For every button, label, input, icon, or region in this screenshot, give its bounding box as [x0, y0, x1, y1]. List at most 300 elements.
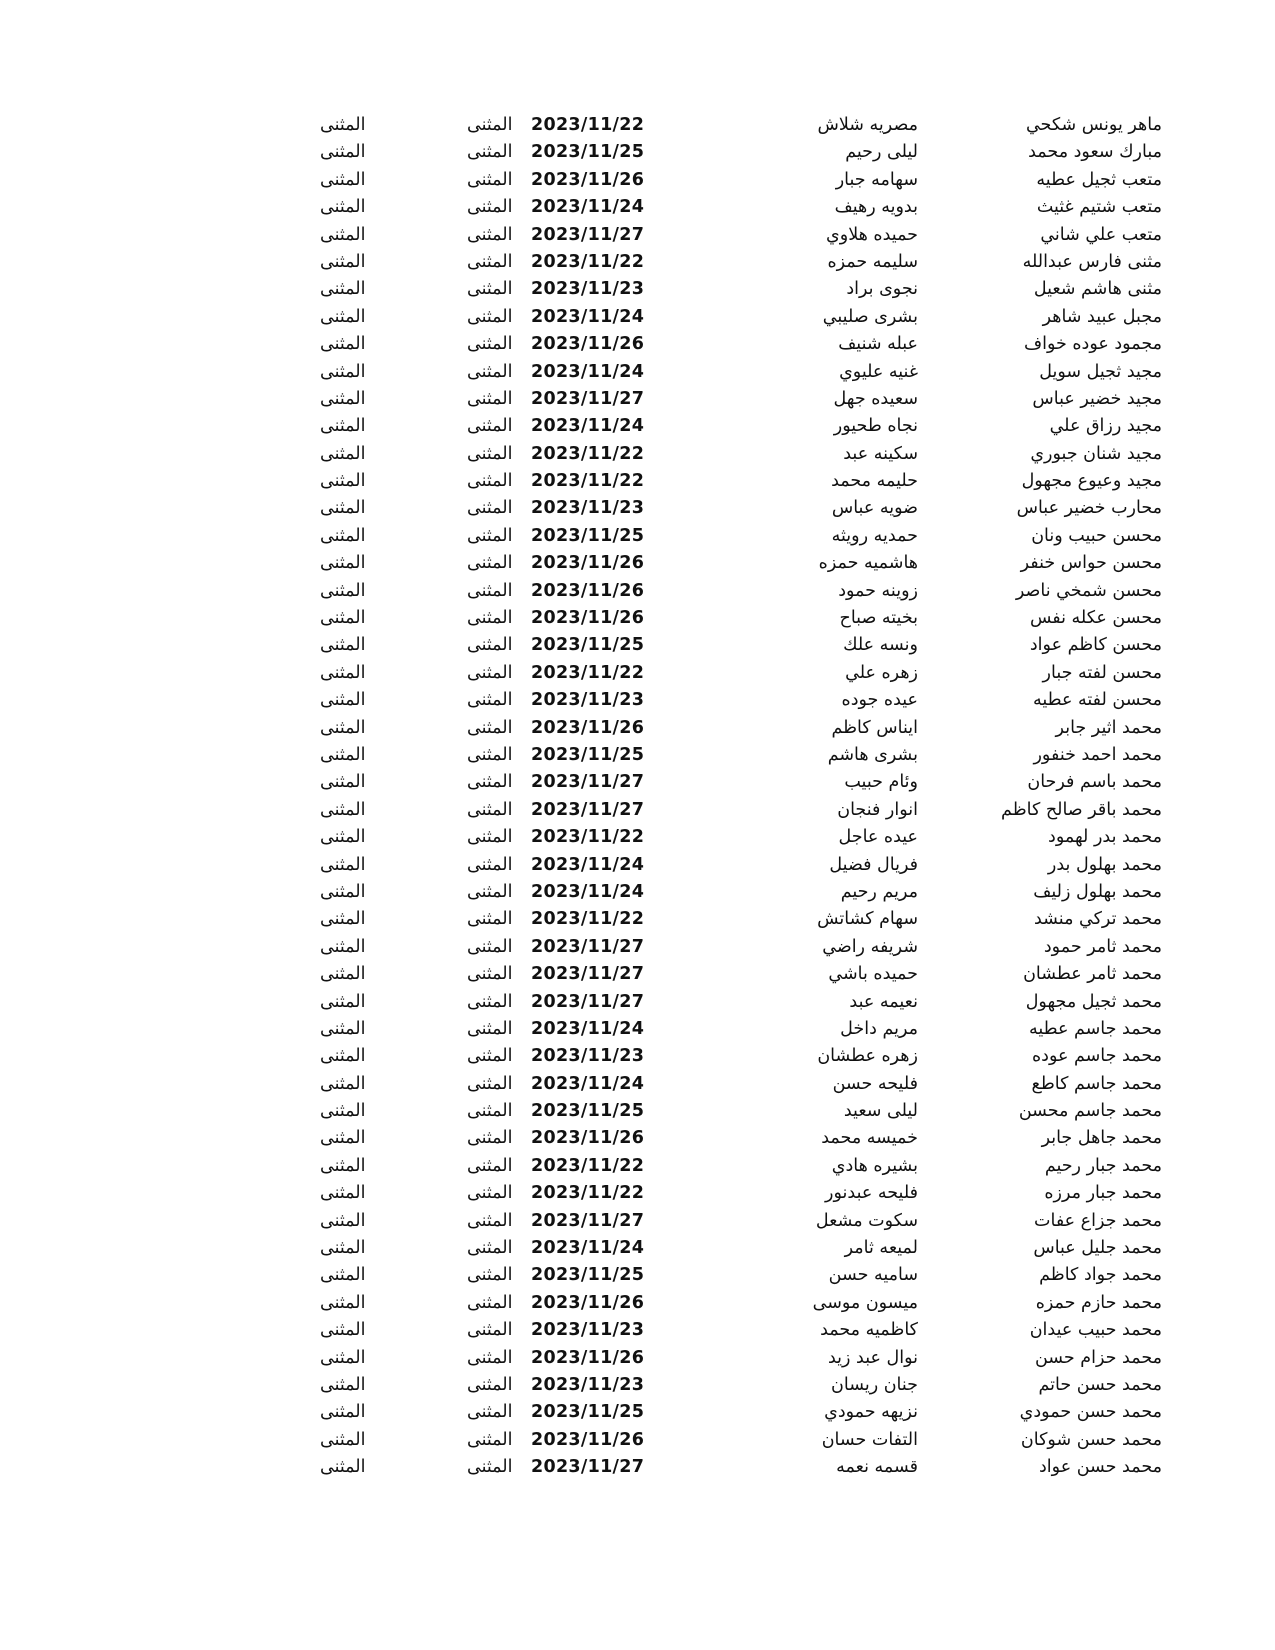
person-name: محسن شمخي ناصر: [1015, 580, 1162, 601]
province-cell: المثنى: [320, 1238, 366, 1259]
governorate-cell: المثنى: [467, 1347, 513, 1368]
province-cell: المثنى: [320, 1265, 366, 1286]
table-row: [0, 1399, 1275, 1426]
province-cell: المثنى: [320, 471, 366, 492]
province-cell: المثنى: [320, 1128, 366, 1149]
date-cell: 2023/11/23: [531, 690, 645, 711]
governorate-cell: المثنى: [467, 854, 513, 875]
date-cell: 2023/11/27: [531, 224, 645, 245]
table-row: [0, 222, 1275, 249]
mother-name: بخيته صباح: [839, 608, 918, 629]
table-row: [0, 331, 1275, 358]
mother-name: زوينه حمود: [838, 580, 918, 601]
mother-name: سهامه جبار: [835, 169, 918, 190]
governorate-cell: المثنى: [467, 662, 513, 683]
person-name: ماهر يونس شكحي: [1025, 115, 1162, 135]
governorate-cell: المثنى: [467, 388, 513, 409]
table-row: [0, 112, 1275, 139]
person-name: محمد باسم فرحان: [1027, 772, 1162, 793]
date-cell: 2023/11/22: [531, 662, 645, 683]
governorate-cell: المثنى: [467, 169, 513, 190]
governorate-cell: المثنى: [467, 717, 513, 738]
date-cell: 2023/11/22: [531, 251, 645, 272]
date-cell: 2023/11/25: [531, 1101, 645, 1122]
mother-name: كاظميه محمد: [820, 1320, 918, 1341]
table-row: [0, 824, 1275, 851]
date-cell: 2023/11/22: [531, 471, 645, 492]
province-cell: المثنى: [320, 1347, 366, 1368]
date-cell: 2023/11/27: [531, 964, 645, 985]
person-name: محمد حزام حسن: [1034, 1347, 1162, 1368]
person-name: مجمود عوده خواف: [1023, 334, 1162, 355]
governorate-cell: المثنى: [467, 279, 513, 300]
province-cell: المثنى: [320, 1183, 366, 1204]
province-cell: المثنى: [320, 251, 366, 272]
person-name: محمد جزاع عفات: [1034, 1210, 1162, 1231]
table-row: [0, 1125, 1275, 1152]
table-row: [0, 1454, 1275, 1481]
mother-name: بدويه رهيف: [834, 197, 918, 218]
mother-name: مصريه شلاش: [817, 115, 918, 135]
person-name: محمد اثير جابر: [1055, 717, 1162, 738]
province-cell: المثنى: [320, 553, 366, 574]
governorate-cell: المثنى: [467, 690, 513, 711]
mother-name: ضويه عباس: [831, 498, 918, 519]
person-name: مجيد شنان جبوري: [1030, 443, 1162, 464]
governorate-cell: المثنى: [467, 1183, 513, 1204]
person-name: محسن كاظم عواد: [1029, 635, 1162, 656]
table-row: [0, 605, 1275, 632]
mother-name: شريفه راضي: [822, 936, 918, 957]
person-name: مجيد ثجيل سويل: [1039, 361, 1162, 382]
mother-name: انوار فنجان: [837, 799, 918, 820]
governorate-cell: المثنى: [467, 991, 513, 1012]
province-cell: المثنى: [320, 279, 366, 300]
table-row: [0, 441, 1275, 468]
date-cell: 2023/11/22: [531, 909, 645, 930]
date-cell: 2023/11/23: [531, 498, 645, 519]
table-row: [0, 742, 1275, 769]
table-row: [0, 468, 1275, 495]
governorate-cell: المثنى: [467, 1210, 513, 1231]
governorate-cell: المثنى: [467, 471, 513, 492]
province-cell: المثنى: [320, 635, 366, 656]
date-cell: 2023/11/26: [531, 334, 645, 355]
mother-name: زهره عطشان: [817, 1046, 918, 1067]
date-cell: 2023/11/24: [531, 416, 645, 437]
mother-name: مريم رحيم: [840, 881, 918, 902]
governorate-cell: المثنى: [467, 525, 513, 546]
date-cell: 2023/11/22: [531, 115, 645, 135]
table-row: [0, 1262, 1275, 1289]
mother-name: بشرى هاشم: [827, 744, 918, 765]
date-cell: 2023/11/26: [531, 1292, 645, 1313]
governorate-cell: المثنى: [467, 251, 513, 272]
mother-name: حميده هلاوي: [826, 224, 918, 245]
mother-name: وئام حبيب: [844, 772, 918, 793]
date-cell: 2023/11/22: [531, 1183, 645, 1204]
person-name: محمد ثامر عطشان: [1023, 964, 1162, 985]
date-cell: 2023/11/22: [531, 1155, 645, 1176]
date-cell: 2023/11/26: [531, 553, 645, 574]
governorate-cell: المثنى: [467, 827, 513, 848]
mother-name: فليحه عبدنور: [825, 1183, 918, 1204]
province-cell: المثنى: [320, 1402, 366, 1423]
date-cell: 2023/11/24: [531, 1238, 645, 1259]
governorate-cell: المثنى: [467, 498, 513, 519]
table-row: [0, 1098, 1275, 1125]
mother-name: جنان ريسان: [831, 1374, 918, 1395]
table-row: [0, 139, 1275, 166]
mother-name: سليمه حمزه: [827, 251, 918, 272]
province-cell: المثنى: [320, 1457, 366, 1478]
person-name: محمد جاسم عوده: [1031, 1046, 1162, 1067]
governorate-cell: المثنى: [467, 964, 513, 985]
governorate-cell: المثنى: [467, 361, 513, 382]
table-row: [0, 1317, 1275, 1344]
mother-name: خميسه محمد: [821, 1128, 918, 1149]
governorate-cell: المثنى: [467, 1320, 513, 1341]
person-name: محسن عكله نفس: [1029, 608, 1162, 629]
province-cell: المثنى: [320, 1046, 366, 1067]
person-name: مثنى هاشم شعيل: [1033, 279, 1162, 300]
table-row: [0, 276, 1275, 303]
table-row: [0, 1372, 1275, 1399]
province-cell: المثنى: [320, 991, 366, 1012]
table-row: [0, 660, 1275, 687]
person-name: محمد تركي منشد: [1034, 909, 1162, 930]
table-row: [0, 1043, 1275, 1070]
date-cell: 2023/11/26: [531, 580, 645, 601]
province-cell: المثنى: [320, 909, 366, 930]
records-table: [0, 112, 1275, 1482]
province-cell: المثنى: [320, 827, 366, 848]
province-cell: المثنى: [320, 936, 366, 957]
mother-name: بشرى صليبي: [822, 306, 918, 327]
mother-name: عيده جوده: [841, 690, 918, 711]
person-name: محمد حسن حاتم: [1038, 1374, 1162, 1395]
person-name: محمد حسن حمودي: [1019, 1402, 1162, 1423]
province-cell: المثنى: [320, 1292, 366, 1313]
date-cell: 2023/11/27: [531, 936, 645, 957]
date-cell: 2023/11/22: [531, 827, 645, 848]
mother-name: غنيه عليوي: [839, 361, 918, 382]
person-name: مجبل عبيد شاهر: [1042, 306, 1162, 327]
person-name: محمد حبيب عيدان: [1029, 1320, 1162, 1341]
mother-name: ونسه علك: [843, 635, 918, 656]
person-name: محمد بهلول بدر: [1047, 854, 1162, 875]
province-cell: المثنى: [320, 197, 366, 218]
province-cell: المثنى: [320, 1210, 366, 1231]
date-cell: 2023/11/25: [531, 142, 645, 163]
province-cell: المثنى: [320, 1429, 366, 1450]
mother-name: مريم داخل: [840, 1018, 918, 1039]
governorate-cell: المثنى: [467, 334, 513, 355]
governorate-cell: المثنى: [467, 306, 513, 327]
person-name: محمد جاسم محسن: [1018, 1101, 1162, 1122]
table-row: [0, 852, 1275, 879]
person-name: محمد احمد خنفور: [1033, 744, 1162, 765]
governorate-cell: المثنى: [467, 635, 513, 656]
table-row: [0, 715, 1275, 742]
province-cell: المثنى: [320, 854, 366, 875]
province-cell: المثنى: [320, 142, 366, 163]
province-cell: المثنى: [320, 443, 366, 464]
governorate-cell: المثنى: [467, 744, 513, 765]
person-name: متعب شتيم غثيث: [1036, 197, 1162, 218]
governorate-cell: المثنى: [467, 1018, 513, 1039]
person-name: متعب علي شاني: [1040, 224, 1162, 245]
person-name: محارب خضير عباس: [1016, 498, 1162, 519]
mother-name: التفات حسان: [821, 1429, 918, 1450]
date-cell: 2023/11/25: [531, 1402, 645, 1423]
governorate-cell: المثنى: [467, 443, 513, 464]
date-cell: 2023/11/24: [531, 1018, 645, 1039]
date-cell: 2023/11/26: [531, 608, 645, 629]
person-name: محمد باقر صالح كاظم: [1001, 799, 1162, 820]
person-name: متعب ثجيل عطيه: [1036, 169, 1162, 190]
mother-name: قسمه نعمه: [836, 1457, 918, 1478]
mother-name: ميسون موسى: [812, 1292, 918, 1313]
governorate-cell: المثنى: [467, 1238, 513, 1259]
mother-name: بشيره هادي: [831, 1155, 918, 1176]
governorate-cell: المثنى: [467, 197, 513, 218]
governorate-cell: المثنى: [467, 1292, 513, 1313]
table-row: [0, 797, 1275, 824]
table-row: [0, 934, 1275, 961]
mother-name: حميده باشي: [828, 964, 918, 985]
date-cell: 2023/11/26: [531, 169, 645, 190]
person-name: محمد جاهل جابر: [1041, 1128, 1162, 1149]
mother-name: هاشميه حمزه: [818, 553, 918, 574]
governorate-cell: المثنى: [467, 115, 513, 135]
province-cell: المثنى: [320, 772, 366, 793]
person-name: محسن حواس خنفر: [1020, 553, 1162, 574]
governorate-cell: المثنى: [467, 1101, 513, 1122]
person-name: محمد جليل عباس: [1033, 1238, 1162, 1259]
province-cell: المثنى: [320, 169, 366, 190]
date-cell: 2023/11/26: [531, 1347, 645, 1368]
governorate-cell: المثنى: [467, 1046, 513, 1067]
person-name: محمد بهلول زليف: [1033, 881, 1162, 902]
date-cell: 2023/11/26: [531, 1429, 645, 1450]
table-row: [0, 906, 1275, 933]
governorate-cell: المثنى: [467, 799, 513, 820]
province-cell: المثنى: [320, 1155, 366, 1176]
governorate-cell: المثنى: [467, 772, 513, 793]
date-cell: 2023/11/23: [531, 279, 645, 300]
governorate-cell: المثنى: [467, 881, 513, 902]
date-cell: 2023/11/23: [531, 1046, 645, 1067]
mother-name: نوال عبد زيد: [827, 1347, 918, 1368]
province-cell: المثنى: [320, 799, 366, 820]
date-cell: 2023/11/26: [531, 717, 645, 738]
table-row: [0, 879, 1275, 906]
province-cell: المثنى: [320, 498, 366, 519]
table-row: [0, 495, 1275, 522]
date-cell: 2023/11/25: [531, 744, 645, 765]
province-cell: المثنى: [320, 224, 366, 245]
table-row: [0, 359, 1275, 386]
province-cell: المثنى: [320, 525, 366, 546]
person-name: محمد حسن عواد: [1039, 1457, 1162, 1478]
mother-name: نعيمه عبد: [849, 991, 918, 1012]
person-name: محسن لفته عطيه: [1032, 690, 1162, 711]
table-row: [0, 961, 1275, 988]
governorate-cell: المثنى: [467, 1155, 513, 1176]
table-row: [0, 1345, 1275, 1372]
governorate-cell: المثنى: [467, 608, 513, 629]
table-row: [0, 1071, 1275, 1098]
date-cell: 2023/11/27: [531, 991, 645, 1012]
person-name: مبارك سعود محمد: [1028, 142, 1162, 163]
date-cell: 2023/11/26: [531, 1128, 645, 1149]
governorate-cell: المثنى: [467, 580, 513, 601]
person-name: مثنى فارس عبدالله: [1022, 251, 1162, 272]
mother-name: نجاه طحيور: [833, 416, 918, 437]
mother-name: عيده عاجل: [838, 827, 918, 848]
mother-name: سكوت مشعل: [815, 1210, 918, 1231]
province-cell: المثنى: [320, 115, 366, 135]
date-cell: 2023/11/27: [531, 388, 645, 409]
date-cell: 2023/11/25: [531, 1265, 645, 1286]
province-cell: المثنى: [320, 1320, 366, 1341]
mother-name: زهره علي: [845, 662, 918, 683]
mother-name: سكينه عبد: [843, 443, 918, 464]
governorate-cell: المثنى: [467, 936, 513, 957]
table-row: [0, 578, 1275, 605]
person-name: محمد جبار مرزه: [1044, 1183, 1162, 1204]
date-cell: 2023/11/27: [531, 1457, 645, 1478]
table-row: [0, 167, 1275, 194]
person-name: محمد جبار رحيم: [1044, 1155, 1162, 1176]
governorate-cell: المثنى: [467, 1429, 513, 1450]
table-row: [0, 550, 1275, 577]
table-row: [0, 1208, 1275, 1235]
table-row: [0, 1427, 1275, 1454]
date-cell: 2023/11/27: [531, 1210, 645, 1231]
date-cell: 2023/11/24: [531, 1073, 645, 1094]
governorate-cell: المثنى: [467, 553, 513, 574]
date-cell: 2023/11/24: [531, 361, 645, 382]
governorate-cell: المثنى: [467, 1128, 513, 1149]
table-row: [0, 523, 1275, 550]
date-cell: 2023/11/25: [531, 635, 645, 656]
person-name: محمد حازم حمزه: [1035, 1292, 1162, 1313]
mother-name: لميعه ثامر: [844, 1238, 918, 1259]
person-name: مجيد رزاق علي: [1049, 416, 1162, 437]
person-name: محسن لفته جبار: [1042, 662, 1162, 683]
person-name: محمد حسن شوكان: [1020, 1429, 1162, 1450]
table-row: [0, 1016, 1275, 1043]
governorate-cell: المثنى: [467, 142, 513, 163]
person-name: مجيد خضير عباس: [1032, 388, 1162, 409]
person-name: محسن حبيب ونان: [1031, 525, 1162, 546]
province-cell: المثنى: [320, 964, 366, 985]
mother-name: ساميه حسن: [828, 1265, 918, 1286]
province-cell: المثنى: [320, 361, 366, 382]
date-cell: 2023/11/23: [531, 1374, 645, 1395]
province-cell: المثنى: [320, 580, 366, 601]
person-name: محمد جاسم عطيه: [1028, 1018, 1162, 1039]
mother-name: حمديه رويثه: [831, 525, 918, 546]
date-cell: 2023/11/24: [531, 306, 645, 327]
table-row: [0, 1180, 1275, 1207]
mother-name: سعيده جهل: [833, 388, 918, 409]
mother-name: فريال فضيل: [829, 854, 918, 875]
table-row: [0, 1290, 1275, 1317]
person-name: محمد ثامر حمود: [1043, 936, 1162, 957]
governorate-cell: المثنى: [467, 1457, 513, 1478]
person-name: مجيد وعيوع مجهول: [1021, 471, 1162, 492]
province-cell: المثنى: [320, 717, 366, 738]
date-cell: 2023/11/22: [531, 443, 645, 464]
province-cell: المثنى: [320, 1073, 366, 1094]
table-row: [0, 1153, 1275, 1180]
governorate-cell: المثنى: [467, 909, 513, 930]
province-cell: المثنى: [320, 416, 366, 437]
date-cell: 2023/11/23: [531, 1320, 645, 1341]
mother-name: ليلى سعيد: [843, 1101, 918, 1122]
province-cell: المثنى: [320, 1101, 366, 1122]
mother-name: عبله شنيف: [838, 334, 918, 355]
table-row: [0, 413, 1275, 440]
date-cell: 2023/11/27: [531, 799, 645, 820]
date-cell: 2023/11/24: [531, 854, 645, 875]
table-row: [0, 1235, 1275, 1262]
governorate-cell: المثنى: [467, 416, 513, 437]
mother-name: سهام كشاتش: [817, 909, 918, 930]
province-cell: المثنى: [320, 881, 366, 902]
date-cell: 2023/11/27: [531, 772, 645, 793]
province-cell: المثنى: [320, 690, 366, 711]
date-cell: 2023/11/24: [531, 197, 645, 218]
governorate-cell: المثنى: [467, 1402, 513, 1423]
mother-name: ايناس كاظم: [831, 717, 918, 738]
table-row: [0, 194, 1275, 221]
table-row: [0, 304, 1275, 331]
province-cell: المثنى: [320, 1018, 366, 1039]
mother-name: فليحه حسن: [832, 1073, 918, 1094]
date-cell: 2023/11/24: [531, 881, 645, 902]
mother-name: ليلى رحيم: [845, 142, 918, 163]
person-name: محمد جواد كاظم: [1039, 1265, 1162, 1286]
table-row: [0, 632, 1275, 659]
governorate-cell: المثنى: [467, 1265, 513, 1286]
governorate-cell: المثنى: [467, 1374, 513, 1395]
province-cell: المثنى: [320, 744, 366, 765]
mother-name: حليمه محمد: [831, 471, 918, 492]
table-row: [0, 769, 1275, 796]
province-cell: المثنى: [320, 1374, 366, 1395]
governorate-cell: المثنى: [467, 1073, 513, 1094]
province-cell: المثنى: [320, 662, 366, 683]
table-row: [0, 687, 1275, 714]
mother-name: نجوى براد: [846, 279, 918, 300]
province-cell: المثنى: [320, 334, 366, 355]
governorate-cell: المثنى: [467, 224, 513, 245]
person-name: محمد جاسم كاطع: [1031, 1073, 1162, 1094]
province-cell: المثنى: [320, 388, 366, 409]
province-cell: المثنى: [320, 608, 366, 629]
person-name: محمد بدر لهمود: [1048, 827, 1162, 848]
table-row: [0, 249, 1275, 276]
mother-name: نزيهه حمودي: [824, 1402, 918, 1423]
table-row: [0, 386, 1275, 413]
date-cell: 2023/11/25: [531, 525, 645, 546]
table-row: [0, 989, 1275, 1016]
person-name: محمد ثجيل مجهول: [1025, 991, 1162, 1012]
